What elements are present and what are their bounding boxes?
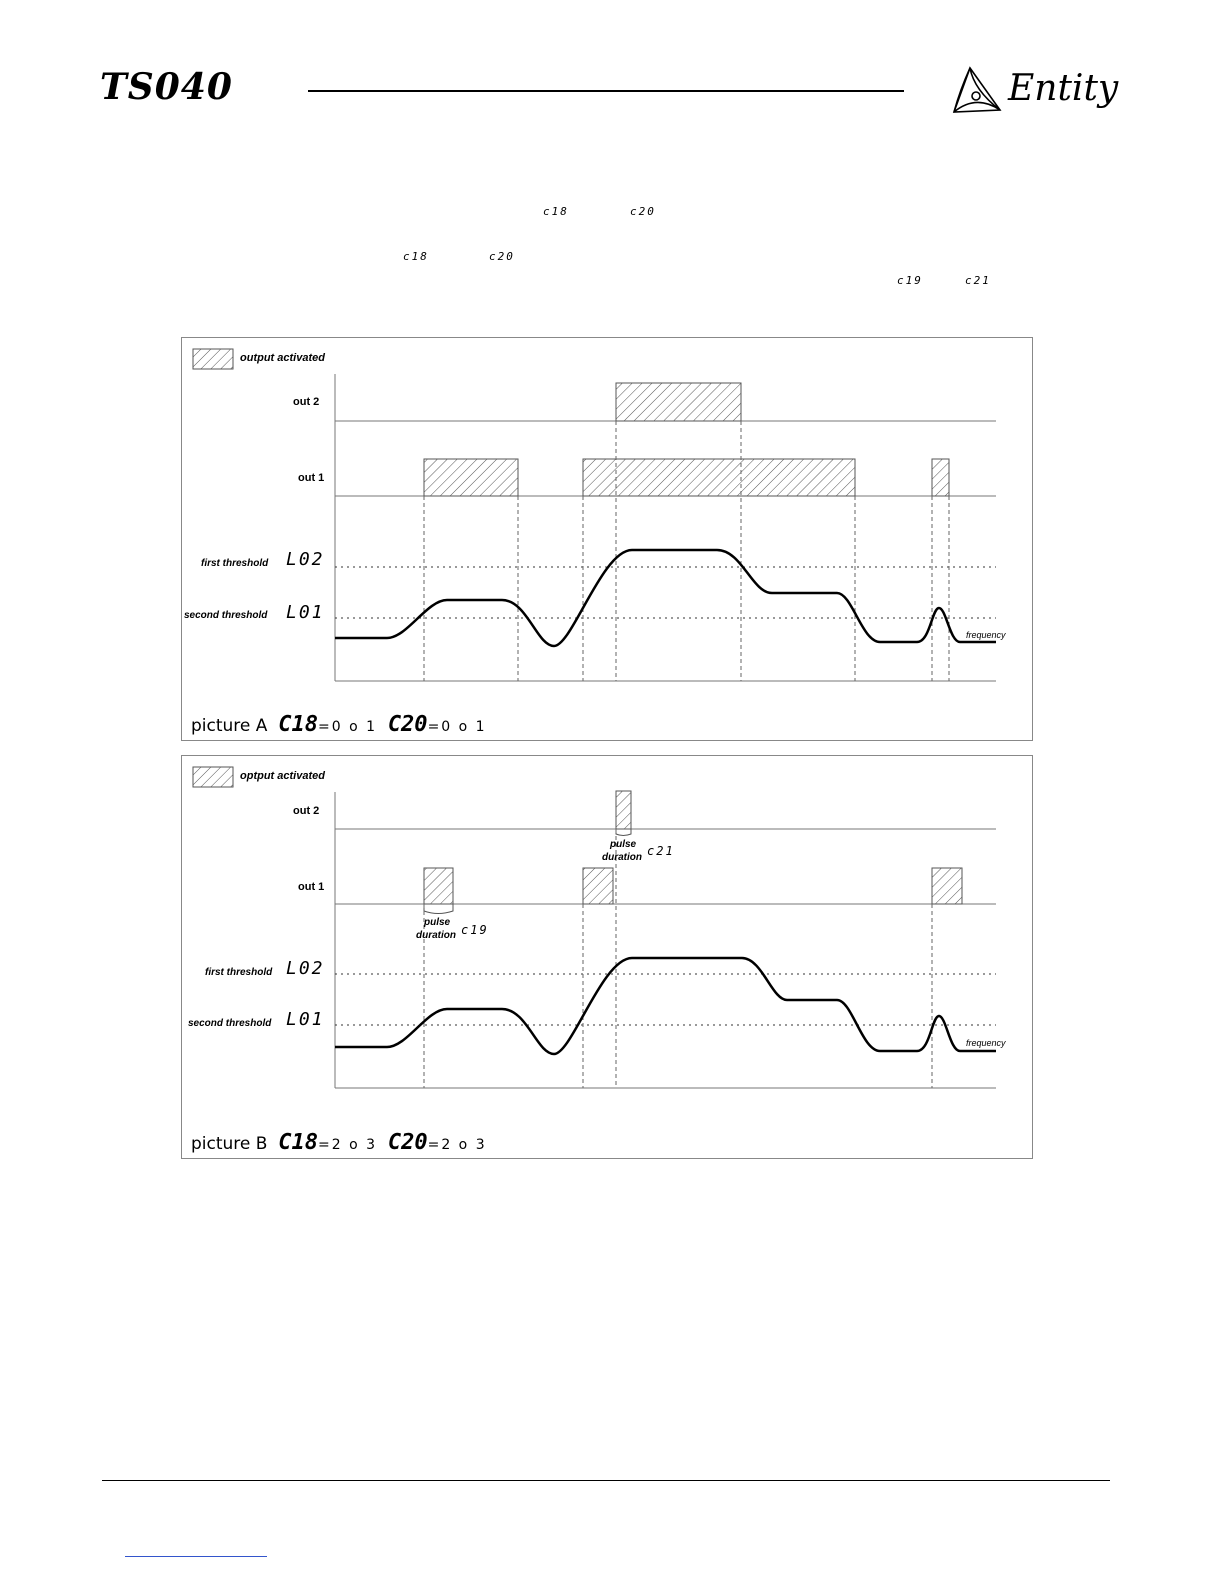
- caption-code: C20: [387, 1130, 428, 1155]
- out1-pulse-bar: [583, 868, 613, 904]
- out2-active-bar: [616, 383, 741, 421]
- out2-label: out 2: [293, 805, 320, 817]
- pulse-code: c21: [647, 844, 675, 858]
- out1-active-bar: [583, 459, 855, 496]
- footer-link[interactable]: [125, 1556, 267, 1557]
- intro-code: [403, 245, 432, 264]
- second-threshold-label: second threshold: [184, 610, 268, 621]
- out2-pulse-bar: [616, 791, 631, 829]
- figure-b: [181, 755, 1033, 1159]
- out1-pulse-bar: [424, 868, 453, 904]
- code-c20: c20: [489, 250, 515, 263]
- out1-pulse-bar: [932, 868, 962, 904]
- caption-code: C18: [278, 1130, 319, 1155]
- product-logo: TS040: [100, 66, 233, 108]
- pulse-bracket: [424, 904, 453, 914]
- curve-label: frequency: [966, 630, 1006, 640]
- first-threshold-label: first threshold: [201, 558, 269, 569]
- pulse-bracket: [616, 829, 631, 836]
- curve-label: frequency: [966, 1038, 1006, 1048]
- pulse-code: c19: [461, 923, 489, 937]
- pulse-label: pulse: [424, 917, 451, 928]
- code-c21: c21: [965, 274, 991, 287]
- footer-rule: [102, 1480, 1110, 1481]
- first-threshold-code: L02: [286, 549, 325, 570]
- legend-swatch: [193, 767, 233, 787]
- out1-active-bar: [424, 459, 518, 496]
- pulse-label: pulse: [610, 839, 637, 850]
- header-rule: [308, 90, 904, 92]
- first-threshold-label: first threshold: [205, 967, 273, 978]
- code-c18: c18: [543, 205, 569, 218]
- pulse-label: duration: [602, 852, 642, 863]
- frequency-curve: [335, 958, 996, 1054]
- intro-code: [489, 245, 518, 264]
- caption-prefix: picture A: [191, 716, 268, 736]
- second-threshold-code: L01: [286, 1009, 325, 1030]
- first-threshold-code: L02: [286, 958, 325, 979]
- code-c19: c19: [897, 274, 923, 287]
- out2-label: out 2: [293, 396, 320, 408]
- second-threshold-label: second threshold: [188, 1018, 272, 1029]
- frequency-curve: [335, 550, 996, 646]
- intro-code: [630, 200, 659, 219]
- caption-code: C18: [278, 712, 318, 737]
- caption-code: C20: [387, 712, 428, 737]
- caption-value: =2 o 3: [318, 1137, 378, 1153]
- legend-swatch: [193, 349, 233, 369]
- intro-code: [965, 269, 994, 288]
- out1-label: out 1: [298, 881, 325, 893]
- legend-label: optput activated: [240, 770, 325, 782]
- out1-active-bar: [932, 459, 949, 496]
- out1-label: out 1: [298, 472, 325, 484]
- intro-code: [543, 200, 572, 219]
- caption-value: =0 o 1: [317, 719, 377, 735]
- intro-code: [897, 269, 926, 288]
- caption-prefix: picture B: [191, 1134, 268, 1154]
- figure-caption: [191, 1130, 487, 1155]
- brand-logo-text: Entity: [1008, 68, 1119, 109]
- caption-value: =0 o 1: [427, 719, 487, 735]
- figure-a: [181, 337, 1033, 741]
- pulse-label: duration: [416, 930, 456, 941]
- code-c20: c20: [630, 205, 656, 218]
- caption-value: =2 o 3: [427, 1137, 487, 1153]
- figure-caption: [191, 712, 487, 737]
- code-c18: c18: [403, 250, 429, 263]
- legend-label: output activated: [240, 352, 325, 364]
- second-threshold-code: L01: [286, 602, 325, 623]
